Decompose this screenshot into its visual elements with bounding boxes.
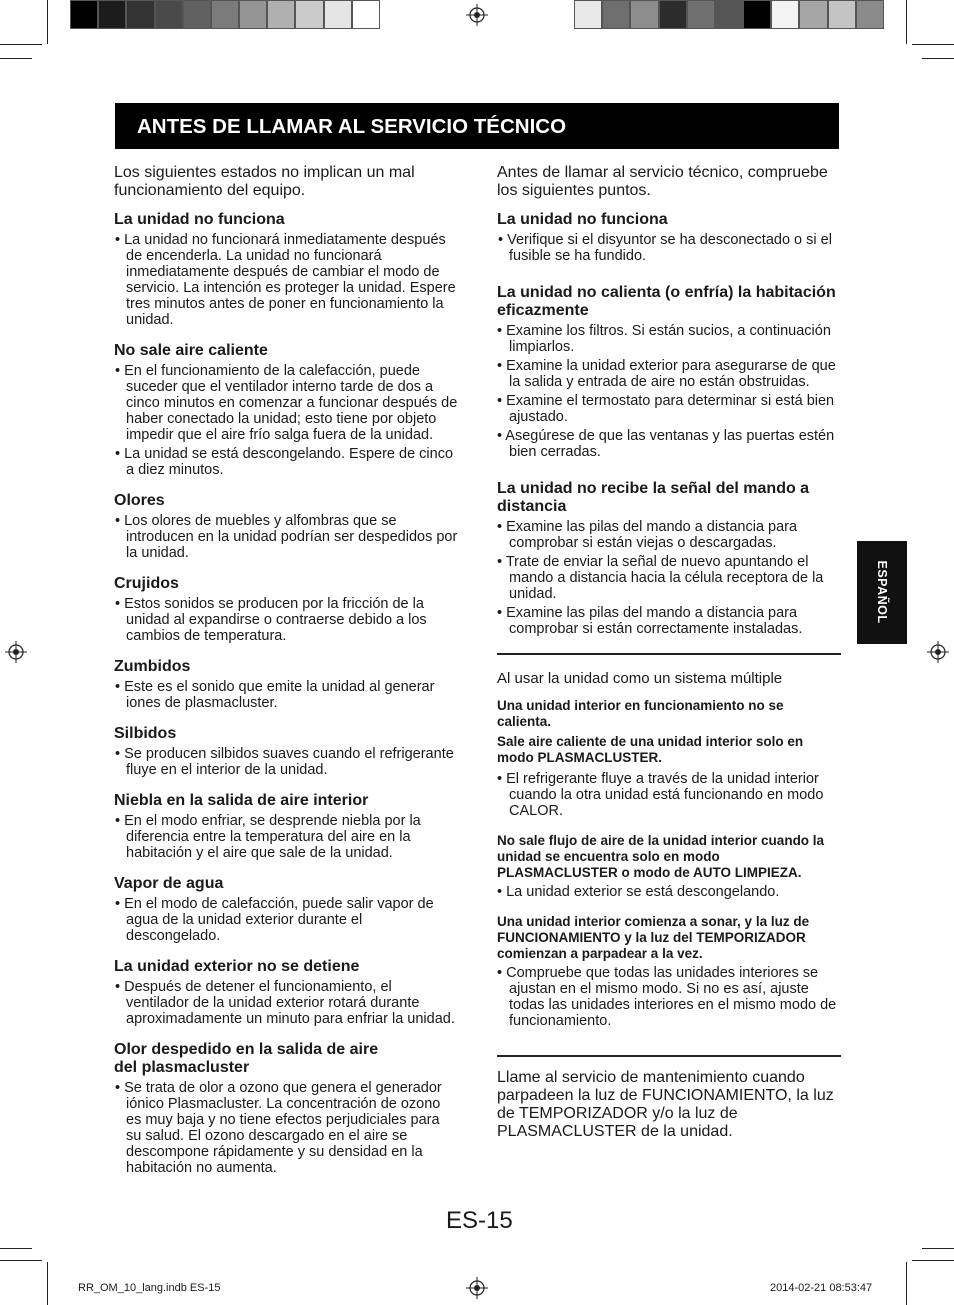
multi-heading: Sale aire caliente de una unidad interior solo en modo PLASMACLUSTER. — [497, 734, 804, 765]
section-heading: Olor despedido en la salida de aire del plasmacluster — [114, 1041, 379, 1076]
section-heading: La unidad exterior no se detiene — [114, 958, 360, 975]
section-heading: La unidad no recibe la señal del mando a distancia — [497, 480, 810, 515]
registration-mark-icon — [927, 641, 949, 663]
color-swatch — [856, 0, 884, 29]
color-swatch — [324, 0, 352, 29]
bullet-item: • Compruebe que todas las unidades interiores se ajustan en el mismo modo. Si no es así, ajuste todas las unidades interiores en el mismo modo de funcionamiento. — [497, 965, 837, 1029]
bullet-item: • Después de detener el funcionamiento, el ventilador de la unidad exterior rotará durante aproximadamente un minuto para enfriar la unidad. — [115, 979, 455, 1027]
color-swatch — [267, 0, 295, 29]
bullet-item: • En el modo enfriar, se desprende niebla por la diferencia entre la temperatura del aire en la habitación y el aire que sale de la unidad. — [115, 813, 421, 861]
color-swatch — [211, 0, 239, 29]
color-swatch — [771, 0, 799, 29]
section-heading: Vapor de agua — [114, 875, 224, 892]
bullet-item: • En el modo de calefacción, puede salir vapor de agua de la unidad exterior durante el descongelado. — [115, 896, 434, 944]
bullet-item: • Examine las pilas del mando a distancia para comprobar si están viejas o descargadas. — [497, 519, 798, 551]
bullet-item: • La unidad se está descongelando. Espere de cinco a diez minutos. — [115, 446, 454, 478]
color-bar-right — [574, 0, 884, 29]
section-divider — [497, 653, 841, 655]
section-heading: Crujidos — [114, 575, 179, 592]
section-banner — [115, 103, 839, 149]
footer-timestamp: 2014-02-21 08:53:47 — [770, 1282, 873, 1294]
section-heading: Zumbidos — [114, 658, 191, 675]
bullet-item: • Verifique si el disyuntor se ha desconectado o si el fusible se ha fundido. — [498, 232, 832, 264]
section-divider — [497, 1055, 841, 1057]
color-swatch — [602, 0, 630, 29]
crop-mark — [47, 0, 48, 44]
section-heading: La unidad no calienta (o enfría) la habitación eficazmente — [497, 284, 836, 319]
registration-mark-icon — [5, 641, 27, 663]
color-swatch — [828, 0, 856, 29]
bullet-item: • Examine el termostato para determinar si está bien ajustado. — [497, 393, 835, 425]
section-heading: Silbidos — [114, 725, 177, 742]
crop-mark — [906, 0, 907, 44]
crop-mark — [0, 1248, 32, 1249]
color-swatch — [239, 0, 267, 29]
bullet-item: • Asegúrese de que las ventanas y las puertas estén bien cerradas. — [497, 428, 835, 460]
bullet-item: • Los olores de muebles y alfombras que se introducen en la unidad podrían ser despedidos por la unidad. — [115, 513, 458, 561]
section-heading: La unidad no funciona — [114, 211, 285, 228]
crop-mark — [922, 58, 954, 59]
section-heading: No sale aire caliente — [114, 342, 268, 359]
bullet-item: • Se trata de olor a ozono que genera el generador iónico Plasmacluster. La concentración de ozono es muy baja y no tiene efectos perjudiciales para su salud. El ozono descargado en el aire se descompone rápidamente y su densidad en la habitación no aumenta. — [115, 1080, 442, 1176]
multi-system-intro: Al usar la unidad como un sistema múltiple — [497, 670, 783, 687]
bullet-item: • Estos sonidos se producen por la fricción de la unidad al expandirse o contraerse debido a los cambios de temperatura. — [115, 596, 427, 644]
color-swatch — [183, 0, 211, 29]
multi-heading: No sale flujo de aire de la unidad interior cuando la unidad se encuentra solo en modo PLASMACLUSTER o modo de AUTO LIMPIEZA. — [497, 833, 825, 880]
right-intro: Antes de llamar al servicio técnico, compruebe los siguientes puntos. — [497, 164, 828, 199]
multi-heading: Una unidad interior comienza a sonar, y la luz de FUNCIONAMIENTO y la luz del TEMPORIZADOR comienzan a parpadear a la vez. — [497, 914, 810, 961]
page-number: ES-15 — [446, 1207, 513, 1234]
color-swatch — [687, 0, 715, 29]
bullet-item: • Trate de enviar la señal de nuevo apuntando el mando a distancia hacia la célula receptora de la unidad. — [497, 554, 824, 602]
color-swatch — [574, 0, 602, 29]
crop-mark — [906, 1262, 907, 1305]
bullet-item: • Examine los filtros. Si están sucios, a continuación limpiarlos. — [497, 323, 831, 355]
bullet-item: • En el funcionamiento de la calefacción, puede suceder que el ventilador interno tarde de dos a cinco minutos en comenzar a funcionar después de haber conectado la unidad; esto tiene por objeto impedir que el aire frío salga fuera de la unidad. — [115, 363, 458, 443]
crop-mark — [912, 1260, 954, 1261]
bullet-item: • Este es el sonido que emite la unidad al generar iones de plasmacluster. — [115, 679, 435, 711]
color-swatch — [715, 0, 743, 29]
color-swatch — [352, 0, 380, 29]
color-bar-left — [70, 0, 380, 29]
service-note: Llame al servicio de mantenimiento cuando parpadeen la luz de FUNCIONAMIENTO, la luz de TEMPORIZADOR y/o la luz de PLASMACLUSTER de la unidad. — [497, 1069, 834, 1140]
page-title: ANTES DE LLAMAR AL SERVICIO TÉCNICO — [137, 115, 567, 138]
bullet-item: • Se producen silbidos suaves cuando el refrigerante fluye en el interior de la unidad. — [115, 746, 454, 778]
language-tab — [857, 541, 907, 644]
language-label: ESPAÑOL — [875, 560, 889, 624]
right-column — [497, 164, 841, 1141]
multi-heading: Una unidad interior en funcionamiento no se calienta. — [497, 698, 784, 729]
crop-mark — [0, 58, 32, 59]
color-swatch — [630, 0, 658, 29]
crop-mark — [0, 1260, 42, 1261]
left-column — [114, 164, 458, 1176]
color-swatch — [295, 0, 323, 29]
color-swatch — [155, 0, 183, 29]
crop-mark — [912, 44, 954, 45]
bullet-item: • La unidad exterior se está descongelando. — [497, 884, 780, 900]
section-heading: Olores — [114, 492, 165, 509]
color-swatch — [659, 0, 687, 29]
crop-mark — [47, 1262, 48, 1305]
section-heading: Niebla en la salida de aire interior — [114, 792, 369, 809]
registration-mark-icon — [466, 1277, 488, 1299]
registration-mark-icon — [466, 4, 488, 26]
color-swatch — [70, 0, 98, 29]
crop-mark — [0, 44, 42, 45]
section-heading: La unidad no funciona — [497, 211, 668, 228]
bullet-item: • Examine las pilas del mando a distancia para comprobar si están correctamente instaladas. — [497, 605, 803, 637]
bullet-item: • Examine la unidad exterior para asegurarse de que la salida y entrada de aire no están obstruidas. — [497, 358, 836, 390]
color-swatch — [743, 0, 771, 29]
color-swatch — [126, 0, 154, 29]
footer-file-info: RR_OM_10_lang.indb ES-15 — [78, 1282, 221, 1294]
bullet-item: • La unidad no funcionará inmediatamente después de encenderla. La unidad no funcionará inmediatamente después de cambiar el modo de servicio. La intención es proteger la unidad. Espere tres minutos antes de poner en funcionamiento la unidad. — [115, 232, 456, 328]
bullet-item: • El refrigerante fluye a través de la unidad interior cuando la otra unidad está funcionando en modo CALOR. — [497, 771, 824, 819]
color-swatch — [799, 0, 827, 29]
left-intro: Los siguientes estados no implican un mal funcionamiento del equipo. — [114, 164, 415, 199]
crop-mark — [922, 1248, 954, 1249]
color-swatch — [98, 0, 126, 29]
